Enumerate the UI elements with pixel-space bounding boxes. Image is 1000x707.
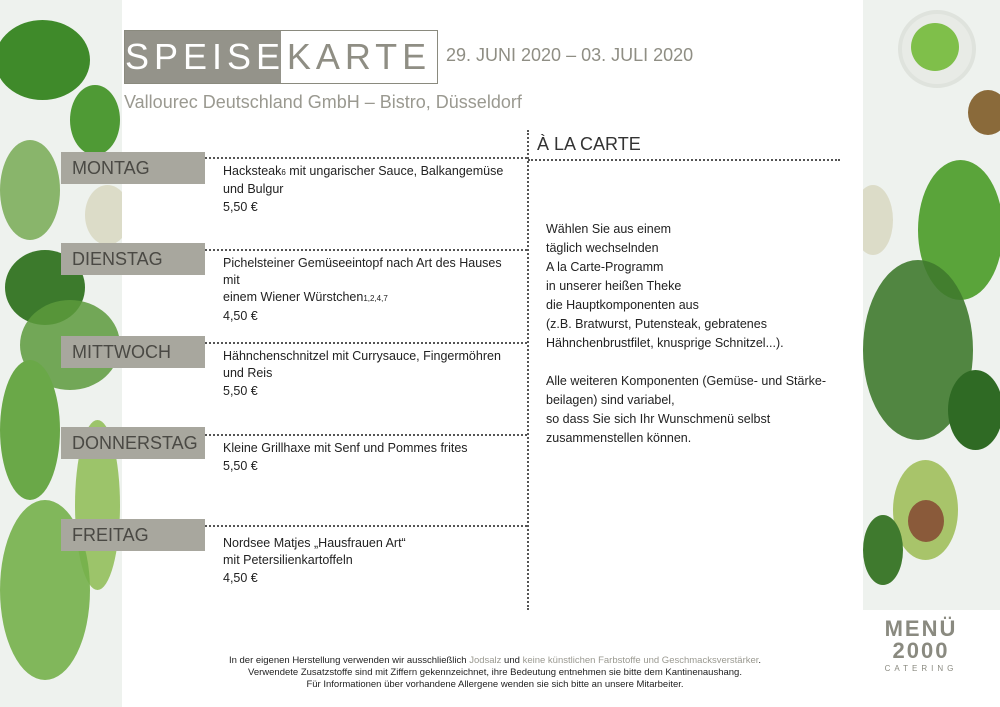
footer-text: und <box>501 655 523 666</box>
dish-price: 5,50 € <box>223 459 258 473</box>
alc-line: in unserer heißen Theke <box>546 279 682 293</box>
dish-text: Hacksteak <box>223 164 282 178</box>
location-subtitle: Vallourec Deutschland GmbH – Bistro, Düsseldorf <box>124 92 522 112</box>
leaf-shape <box>70 85 120 155</box>
alc-paragraph-2 <box>546 372 826 448</box>
alc-line: Hähnchenbrustfilet, knusprige Schnitzel...). <box>546 336 784 350</box>
alc-line: Alle weiteren Komponenten (Gemüse- und Stärke- <box>546 374 827 388</box>
day-label-dienstag: DIENSTAG <box>61 243 205 275</box>
dish-text: mit ungarischer Sauce, Balkangemüse <box>285 164 504 178</box>
alc-line: beilagen) sind variabel, <box>546 393 675 407</box>
green-pepper-shape <box>0 20 90 100</box>
alc-line: zusammenstellen können. <box>546 431 692 445</box>
day-divider-montag <box>205 157 527 159</box>
additive-numbers: 6 <box>281 168 286 177</box>
herb-shape <box>0 140 60 240</box>
date-range: 29. JUNI 2020 – 03. JULI 2020 <box>446 45 694 65</box>
additive-numbers: 1,2,4,7 <box>363 294 388 303</box>
column-divider <box>527 130 529 610</box>
day-label-donnerstag: DONNERSTAG <box>61 427 205 459</box>
beans-bowl-shape <box>863 185 893 255</box>
broccoli-shape <box>948 370 1000 450</box>
alc-line: A la Carte-Programm <box>546 260 664 274</box>
kiwi-shape <box>968 90 1000 135</box>
menue-2000-logo <box>862 618 980 673</box>
menu-title-box <box>124 30 438 84</box>
beans-bowl-shape <box>85 185 122 245</box>
dish-text: Hähnchenschnitzel mit Currysauce, Fingermöhren <box>223 349 501 363</box>
dish-montag <box>223 163 518 216</box>
dish-text: und Reis <box>223 366 273 380</box>
day-divider-dienstag <box>205 249 527 251</box>
title-speise: SPEISE <box>125 31 281 83</box>
dish-mittwoch <box>223 348 518 400</box>
day-divider-mittwoch <box>205 342 527 344</box>
dish-dienstag <box>223 255 518 325</box>
footer-text: . <box>758 655 762 666</box>
dish-text: Nordsee Matjes „Hausfrauen Art“ <box>223 536 406 550</box>
green-beans-shape <box>0 360 60 500</box>
avocado-seed-shape <box>908 500 944 542</box>
dish-text: einem Wiener Würstchen <box>223 290 364 304</box>
alc-paragraph-1 <box>546 220 826 353</box>
dish-price: 5,50 € <box>223 384 258 398</box>
a-la-carte-title: À LA CARTE <box>537 134 641 154</box>
alc-line: (z.B. Bratwurst, Putensteak, gebratenes <box>546 317 767 331</box>
dish-price: 5,50 € <box>223 200 258 214</box>
day-divider-donnerstag <box>205 434 527 436</box>
dish-donnerstag <box>223 440 518 475</box>
dish-text: mit Petersilienkartoffeln <box>223 553 353 567</box>
footer-line-2: Verwendete Zusatzstoffe sind mit Ziffern gekennzeichnet, ihre Bedeutung entnehmen sie bitte dem Kantinenaushang. <box>248 667 742 678</box>
footer-notes <box>170 655 820 691</box>
logo-line-2000: 2000 <box>892 638 950 663</box>
dish-text: und Bulgur <box>223 182 284 196</box>
alc-divider <box>528 159 840 161</box>
dish-text: Kleine Grillhaxe mit Senf und Pommes frites <box>223 441 468 455</box>
peas-fill-shape <box>911 23 959 71</box>
alc-line: so dass Sie sich Ihr Wunschmenü selbst <box>546 412 771 426</box>
dish-price: 4,50 € <box>223 309 258 323</box>
alc-line: täglich wechselnden <box>546 241 659 255</box>
footer-line-1 <box>170 655 820 667</box>
alc-line: Wählen Sie aus einem <box>546 222 672 236</box>
day-divider-freitag <box>205 525 527 527</box>
lime-shape <box>863 515 903 585</box>
right-vegetable-image <box>863 0 1000 610</box>
dish-text: Pichelsteiner Gemüseeintopf nach Art des Hauses mit <box>223 256 502 287</box>
day-label-montag: MONTAG <box>61 152 205 184</box>
dish-freitag <box>223 535 518 587</box>
footer-text: In der eigenen Herstellung verwenden wir ausschließlich <box>228 655 470 666</box>
footer-highlight: keine künstlichen Farbstoffe und Geschmacksverstärker <box>522 655 759 666</box>
footer-line-3: Für Informationen über vorhandene Allergene wenden sie sich bitte an unsere Mitarbeiter. <box>306 679 684 690</box>
alc-line: die Hauptkomponenten aus <box>546 298 699 312</box>
a-la-carte-description <box>546 220 826 467</box>
logo-line-menue: MENÜ <box>884 616 958 641</box>
day-label-freitag: FREITAG <box>61 519 205 551</box>
dish-price: 4,50 € <box>223 571 258 585</box>
title-karte: KARTE <box>286 36 432 77</box>
day-label-mittwoch: MITTWOCH <box>61 336 205 368</box>
logo-line-catering: CATERING <box>884 664 958 673</box>
footer-highlight: Jodsalz <box>469 655 502 666</box>
